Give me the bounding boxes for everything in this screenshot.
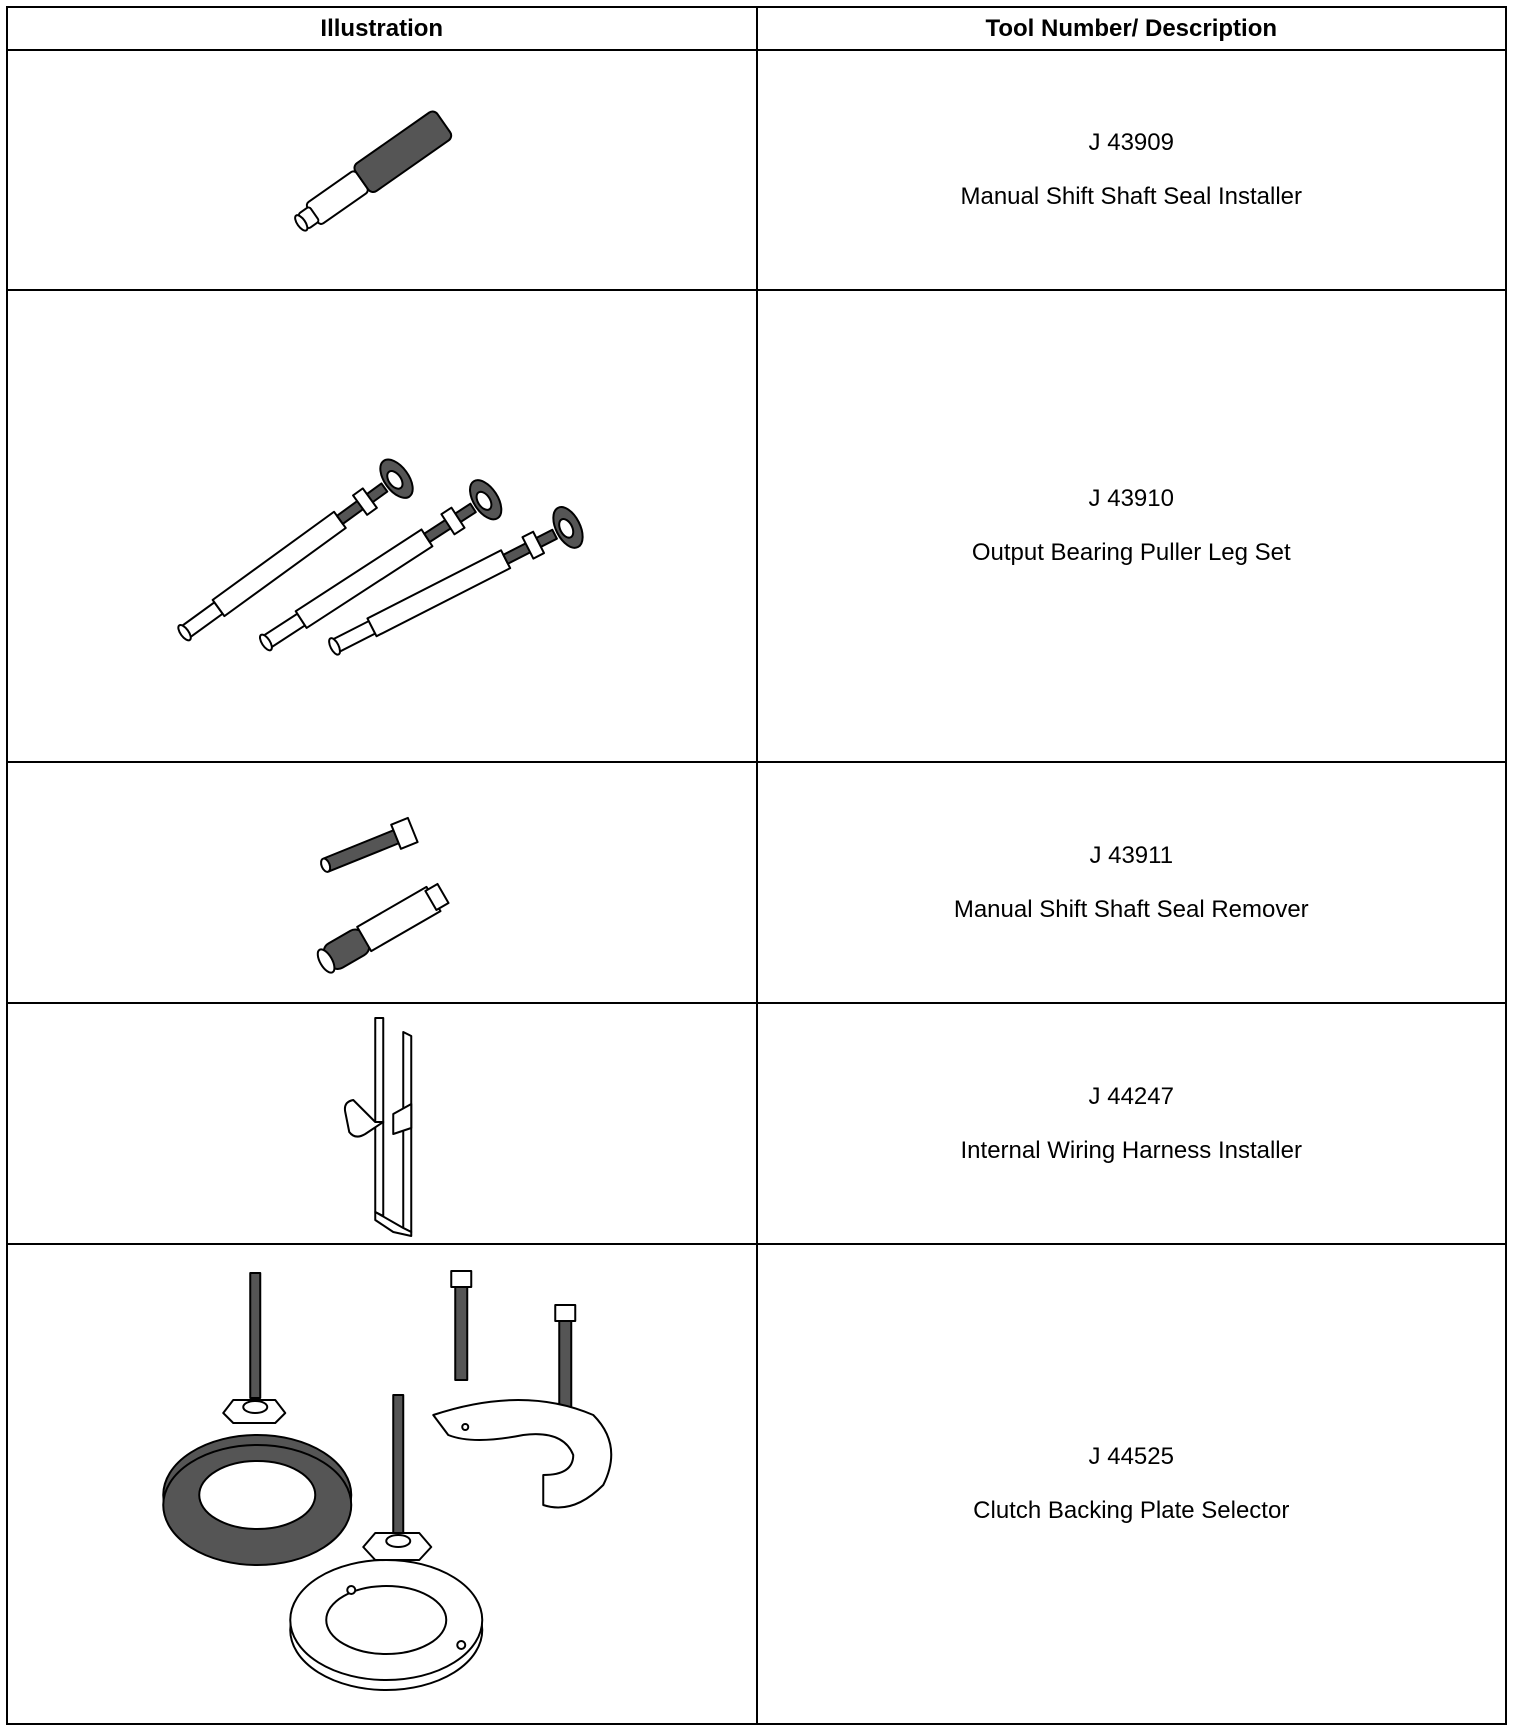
description-cell <box>757 1003 1507 1244</box>
table-row <box>7 1244 1506 1724</box>
table-row <box>7 50 1506 290</box>
tool-number: J 44525 <box>1088 1443 1174 1470</box>
tool-number: J 43910 <box>1088 485 1174 512</box>
tool-description: Internal Wiring Harness Installer <box>960 1136 1302 1164</box>
header-row <box>7 7 1506 50</box>
puller-leg-set-icon <box>8 291 756 761</box>
description-cell <box>757 1244 1507 1724</box>
table-row <box>7 762 1506 1003</box>
tool-description: Output Bearing Puller Leg Set <box>971 539 1291 566</box>
illustration-header: Illustration <box>7 7 757 50</box>
illustration-cell <box>7 290 757 762</box>
seal-remover-icon <box>8 763 756 1002</box>
table-row <box>7 290 1506 762</box>
tool-number: J 44247 <box>1088 1082 1174 1110</box>
tool-number: J 43911 <box>1089 841 1174 869</box>
description-cell <box>757 50 1507 290</box>
tool-description: Manual Shift Shaft Seal Installer <box>960 183 1303 210</box>
tool-description: Clutch Backing Plate Selector <box>973 1497 1290 1524</box>
harness-installer-icon <box>8 1004 756 1243</box>
tool-number: J 43909 <box>1088 129 1174 156</box>
description-cell <box>757 290 1507 762</box>
table-row <box>7 1003 1506 1244</box>
illustration-cell <box>7 50 757 290</box>
tool-description: Manual Shift Shaft Seal Remover <box>953 895 1309 923</box>
description-header: Tool Number/ Description <box>757 7 1507 50</box>
illustration-cell <box>7 762 757 1003</box>
special-tools-table <box>6 6 1507 1725</box>
description-cell <box>757 762 1507 1003</box>
illustration-cell <box>7 1003 757 1244</box>
backing-plate-selector-icon <box>8 1245 756 1723</box>
seal-installer-icon <box>8 51 756 289</box>
illustration-cell <box>7 1244 757 1724</box>
